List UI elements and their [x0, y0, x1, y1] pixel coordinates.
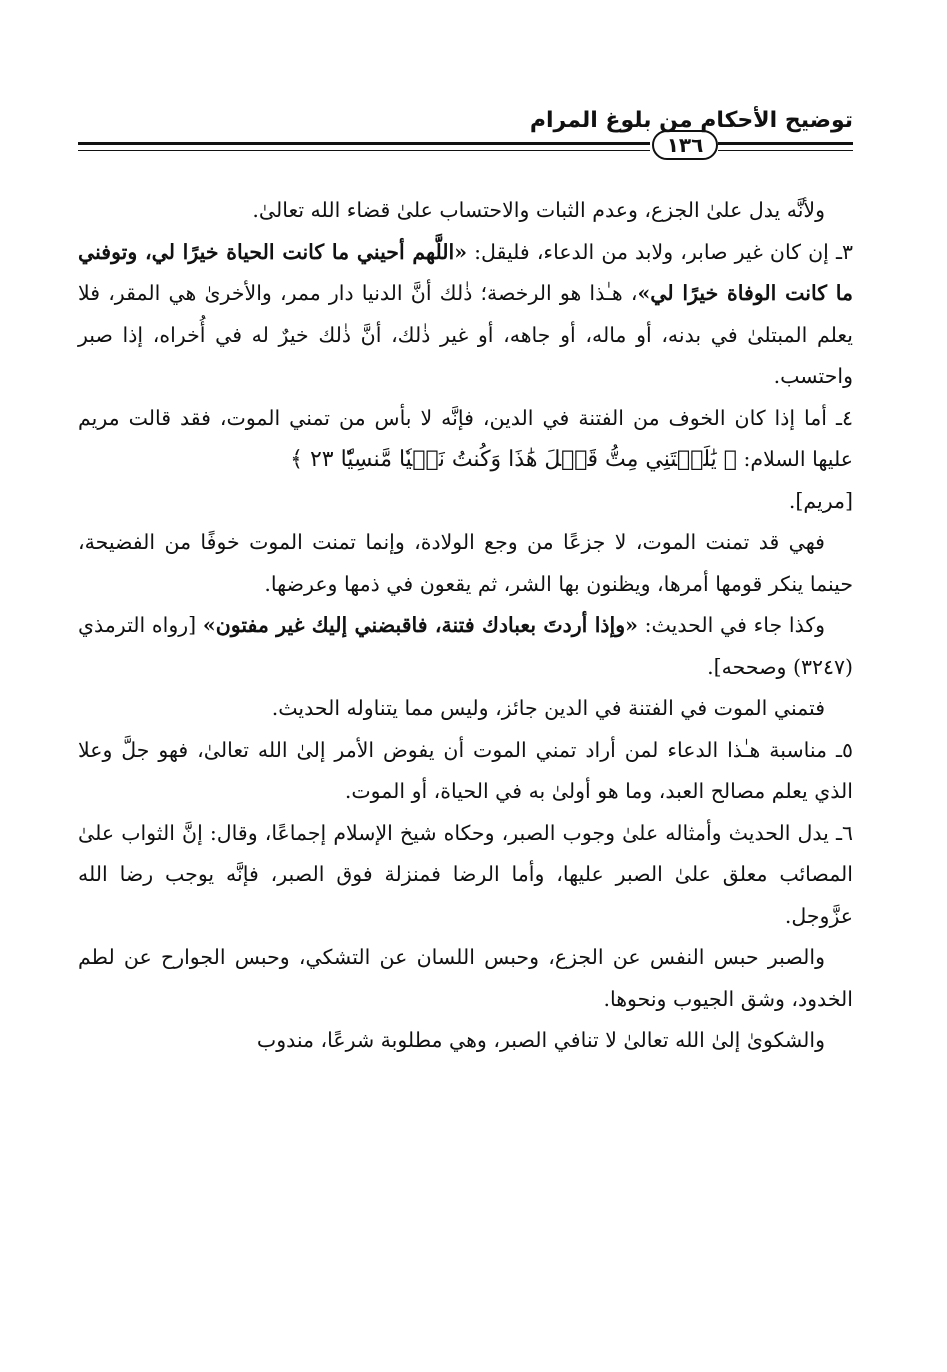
hadith-quote: «اللَّهم أحيني ما كانت الحياة خيرًا لي، وتوفني ما كانت الوفاة خيرًا لي»: [78, 239, 853, 305]
book-title: توضيح الأحكام من بلوغ المرام: [529, 108, 853, 133]
paragraph: [78, 688, 853, 730]
numbered-item-6: [78, 813, 853, 938]
hadith-quote: «وإذا أردتَ بعبادك فتنة، فاقبضني إليك غير مفتون»: [202, 613, 638, 637]
item-number: ٥ـ: [835, 737, 853, 762]
numbered-item-5: [78, 730, 853, 813]
page-body: [78, 190, 853, 1062]
item-number: ٤ـ: [835, 405, 853, 430]
item-number: ٣ـ: [835, 239, 853, 264]
paragraph-text: ولأنَّه يدل علىٰ الجزع، وعدم الثبات والاحتساب علىٰ قضاء الله تعالىٰ.: [252, 198, 825, 222]
numbered-item-4: [78, 398, 853, 523]
page-header: [78, 100, 853, 160]
paragraph-text: ، هـٰذا هو الرخصة؛ ذٰلك أنَّ الدنيا دار ممر، والأخرىٰ هي المقر، فلا يعلم المبتلىٰ في بدنه، أو ماله، أو جاهه، أو غير ذٰلك، أنَّ ذٰلك خيرٌ له في أُخراه، إذا صبر واحتسب.: [78, 281, 853, 388]
paragraph-text: والصبر حبس النفس عن الجزع، وحبس اللسان عن التشكي، وحبس الجوارح عن لطم الخدود، وشق الجيوب ونحوها.: [78, 945, 853, 1011]
paragraph: [78, 522, 853, 605]
header-rule: [78, 142, 650, 145]
paragraph: [78, 190, 853, 232]
paragraph-text: أما إذا كان الخوف من الفتنة في الدين، فإنَّه لا بأس من تمني الموت، فقد قالت مريم عليها السلام:: [78, 405, 853, 471]
paragraph: [78, 937, 853, 1020]
header-rule: [718, 142, 853, 145]
item-number: ٦ـ: [835, 820, 853, 845]
header-rule: [78, 150, 650, 151]
page-number: ١٣٦: [652, 130, 718, 160]
paragraph: [78, 605, 853, 688]
paragraph: [78, 1020, 853, 1062]
quran-verse: ﴿ يَٰلَيۡتَنِي مِتُّ قَبۡلَ هَٰذَا وَكُنتُ نَسۡيٗا مَّنسِيّٗا ٢٣ ﴾: [290, 447, 737, 472]
numbered-item-3: [78, 232, 853, 398]
paragraph-text: يدل الحديث وأمثاله علىٰ وجوب الصبر، وحكاه شيخ الإسلام إجماعًا، وقال: إنَّ الثواب علىٰ المصائب معلق علىٰ الصبر عليها، وأما الرضا فمنزلة فوق الصبر، فإنَّه يوجب رضا الله عزَّوجل.: [78, 820, 853, 928]
paragraph-text: فتمني الموت في الفتنة في الدين جائز، وليس مما يتناوله الحديث.: [271, 696, 825, 720]
paragraph-text: [رواه الترمذي (٣٢٤٧) وصححه].: [78, 613, 853, 679]
paragraph-text: إن كان غير صابر، ولابد من الدعاء، فليقل:: [467, 239, 829, 264]
verse-reference: [مريم].: [788, 488, 853, 513]
paragraph-text: والشكوىٰ إلىٰ الله تعالىٰ لا تنافي الصبر، وهي مطلوبة شرعًا، مندوب: [256, 1028, 825, 1052]
paragraph-text: فهي قد تمنت الموت، لا جزعًا من وجع الولادة، وإنما تمنت الموت خوفًا من الفضيحة، حينما ينكر قومها أمرها، ويظنون بها الشر، ثم يقعون في ذمها وعرضها.: [78, 530, 853, 596]
paragraph-text: مناسبة هـٰذا الدعاء لمن أراد تمني الموت أن يفوض الأمر إلىٰ الله تعالىٰ، فهو جلَّ وعلا الذي يعلم مصالح العبد، وما هو أولىٰ به في الحياة، أو الموت.: [78, 737, 853, 803]
paragraph-text: وكذا جاء في الحديث:: [637, 613, 825, 637]
header-rule: [718, 150, 853, 151]
